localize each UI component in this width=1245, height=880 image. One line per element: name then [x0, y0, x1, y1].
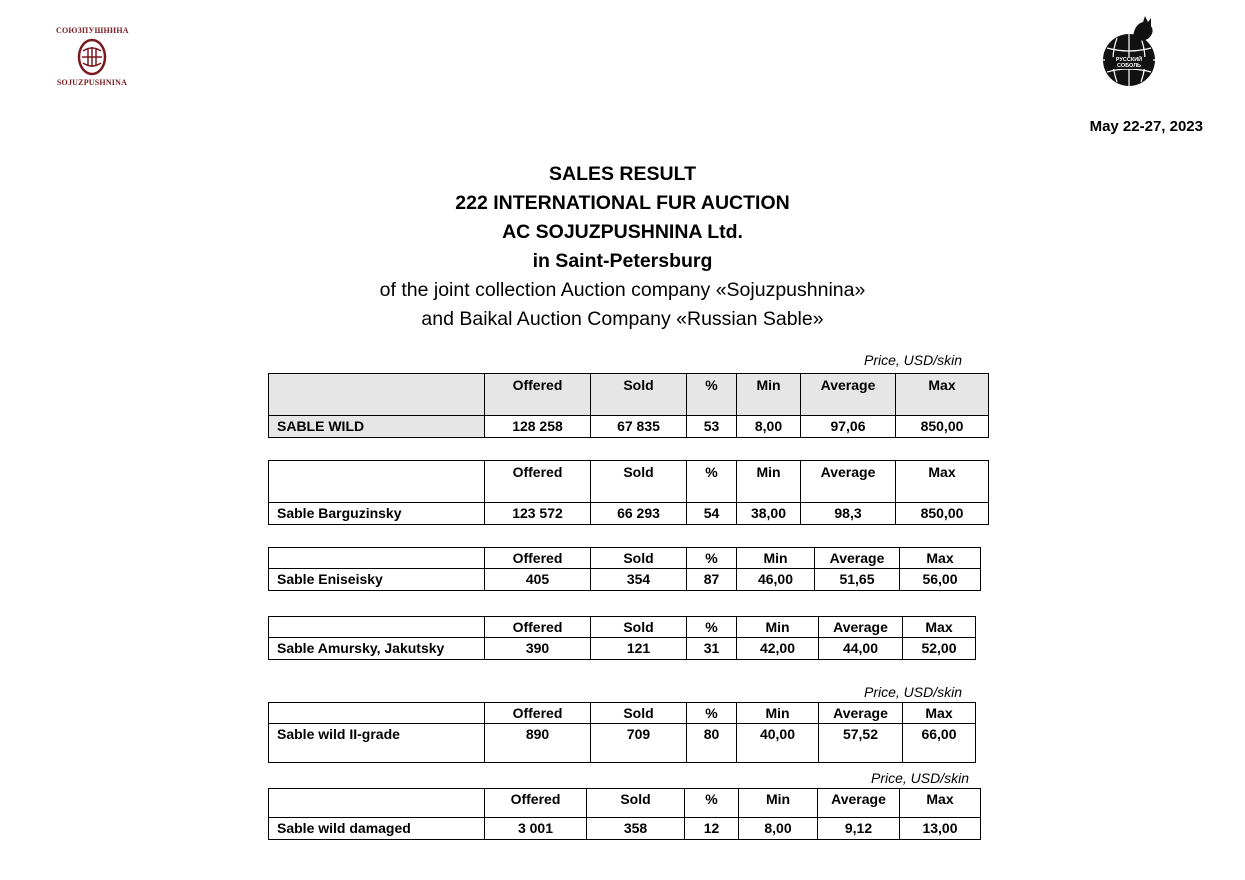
cell-average: 98,3 — [801, 503, 896, 525]
table-header-row — [269, 548, 981, 569]
title-line-1: SALES RESULT — [549, 163, 696, 185]
title-line-5: of the joint collection Auction company «Sojuzpushnina» — [379, 279, 866, 301]
cell-percent: 53 — [687, 416, 737, 438]
header-max: Max — [903, 703, 976, 724]
cell-average: 57,52 — [819, 724, 903, 763]
header-min: Min — [739, 789, 818, 818]
sable-globe-icon — [1095, 14, 1167, 92]
header-min: Min — [737, 703, 819, 724]
cell-min: 8,00 — [737, 416, 801, 438]
header-blank — [269, 374, 485, 416]
table-row — [269, 416, 989, 438]
cell-sold: 354 — [591, 569, 687, 591]
header-sold: Sold — [591, 374, 687, 416]
header-min: Min — [737, 617, 819, 638]
header-average: Average — [818, 789, 900, 818]
header-percent: % — [685, 789, 739, 818]
table-header-row — [269, 461, 989, 503]
table-header-row — [269, 703, 976, 724]
cell-average: 97,06 — [801, 416, 896, 438]
header-max: Max — [900, 548, 981, 569]
header-sold: Sold — [591, 461, 687, 503]
header-offered: Offered — [485, 548, 591, 569]
cell-max: 13,00 — [900, 818, 981, 840]
cell-average: 9,12 — [818, 818, 900, 840]
header-blank — [269, 789, 485, 818]
sable-amursky-table — [268, 616, 976, 660]
table-row — [269, 818, 981, 840]
cell-percent: 54 — [687, 503, 737, 525]
logo-left-bottom-text: SOJUZPUSHNINA — [56, 78, 128, 87]
header-offered: Offered — [485, 461, 591, 503]
table-row — [269, 724, 976, 763]
header-percent: % — [687, 548, 737, 569]
logo-left-top-text: СОЮЗПУШНИНА — [56, 26, 129, 35]
cell-sold: 709 — [591, 724, 687, 763]
header-max: Max — [900, 789, 981, 818]
cell-offered: 3 001 — [485, 818, 587, 840]
cell-offered: 128 258 — [485, 416, 591, 438]
title-line-6: and Baikal Auction Company «Russian Sable» — [421, 308, 824, 330]
cell-max: 52,00 — [903, 638, 976, 660]
header-min: Min — [737, 461, 801, 503]
header-sold: Sold — [587, 789, 685, 818]
header-blank — [269, 617, 485, 638]
header-average: Average — [815, 548, 900, 569]
header-offered: Offered — [485, 374, 591, 416]
sable-wild-ii-grade-table — [268, 702, 976, 763]
header-blank — [269, 461, 485, 503]
header-offered: Offered — [485, 703, 591, 724]
header-sold: Sold — [591, 617, 687, 638]
header-max: Max — [896, 461, 989, 503]
cell-min: 38,00 — [737, 503, 801, 525]
cell-max: 850,00 — [896, 503, 989, 525]
table-header-row — [269, 374, 989, 416]
row-name: Sable wild damaged — [269, 818, 485, 840]
auction-date: May 22-27, 2023 — [1089, 118, 1203, 135]
cell-max: 66,00 — [903, 724, 976, 763]
header-min: Min — [737, 548, 815, 569]
cell-offered: 890 — [485, 724, 591, 763]
header-average: Average — [819, 703, 903, 724]
row-name: Sable wild II-grade — [269, 724, 485, 763]
table-row — [269, 638, 976, 660]
logo-right-text: РУССКИЙ СОБОЛЬ — [1105, 57, 1153, 69]
cell-max: 56,00 — [900, 569, 981, 591]
header-percent: % — [687, 703, 737, 724]
table-row — [269, 569, 981, 591]
page-title-block — [0, 160, 1245, 334]
header-max: Max — [896, 374, 989, 416]
table-row — [269, 503, 989, 525]
cell-offered: 123 572 — [485, 503, 591, 525]
price-note-3: Price, USD/skin — [871, 770, 970, 786]
cell-offered: 390 — [485, 638, 591, 660]
cell-percent: 31 — [687, 638, 737, 660]
row-name: SABLE WILD — [269, 416, 485, 438]
header-offered: Offered — [485, 617, 591, 638]
cell-sold: 66 293 — [591, 503, 687, 525]
header-blank — [269, 703, 485, 724]
price-note-2: Price, USD/skin — [864, 684, 963, 700]
header-blank — [269, 548, 485, 569]
cell-percent: 12 — [685, 818, 739, 840]
title-line-4: in Saint-Petersburg — [532, 250, 713, 272]
russian-sable-logo — [1095, 14, 1167, 92]
sable-eniseisky-table — [268, 547, 981, 591]
header-percent: % — [687, 617, 737, 638]
header-sold: Sold — [591, 703, 687, 724]
sable-barguzinsky-table — [268, 460, 989, 525]
sojuzpushnina-logo — [56, 26, 128, 88]
header-min: Min — [737, 374, 801, 416]
table-header-row — [269, 617, 976, 638]
row-name: Sable Amursky, Jakutsky — [269, 638, 485, 660]
cell-min: 40,00 — [737, 724, 819, 763]
cell-max: 850,00 — [896, 416, 989, 438]
cell-sold: 121 — [591, 638, 687, 660]
cell-percent: 87 — [687, 569, 737, 591]
cell-min: 8,00 — [739, 818, 818, 840]
cell-min: 46,00 — [737, 569, 815, 591]
sable-wild-table — [268, 373, 989, 438]
title-line-3: AC SOJUZPUSHNINA Ltd. — [502, 221, 743, 243]
header-max: Max — [903, 617, 976, 638]
cell-offered: 405 — [485, 569, 591, 591]
table-header-row — [269, 789, 981, 818]
cell-average: 44,00 — [819, 638, 903, 660]
cell-percent: 80 — [687, 724, 737, 763]
sojuzpushnina-emblem-icon — [77, 37, 107, 77]
header-average: Average — [801, 374, 896, 416]
cell-average: 51,65 — [815, 569, 900, 591]
header-percent: % — [687, 374, 737, 416]
header-offered: Offered — [485, 789, 587, 818]
cell-sold: 358 — [587, 818, 685, 840]
cell-min: 42,00 — [737, 638, 819, 660]
header-average: Average — [819, 617, 903, 638]
price-note-1: Price, USD/skin — [864, 352, 963, 368]
cell-sold: 67 835 — [591, 416, 687, 438]
title-line-2: 222 INTERNATIONAL FUR AUCTION — [455, 192, 790, 214]
header-average: Average — [801, 461, 896, 503]
header-percent: % — [687, 461, 737, 503]
row-name: Sable Eniseisky — [269, 569, 485, 591]
sable-wild-damaged-table — [268, 788, 981, 840]
row-name: Sable Barguzinsky — [269, 503, 485, 525]
header-sold: Sold — [591, 548, 687, 569]
